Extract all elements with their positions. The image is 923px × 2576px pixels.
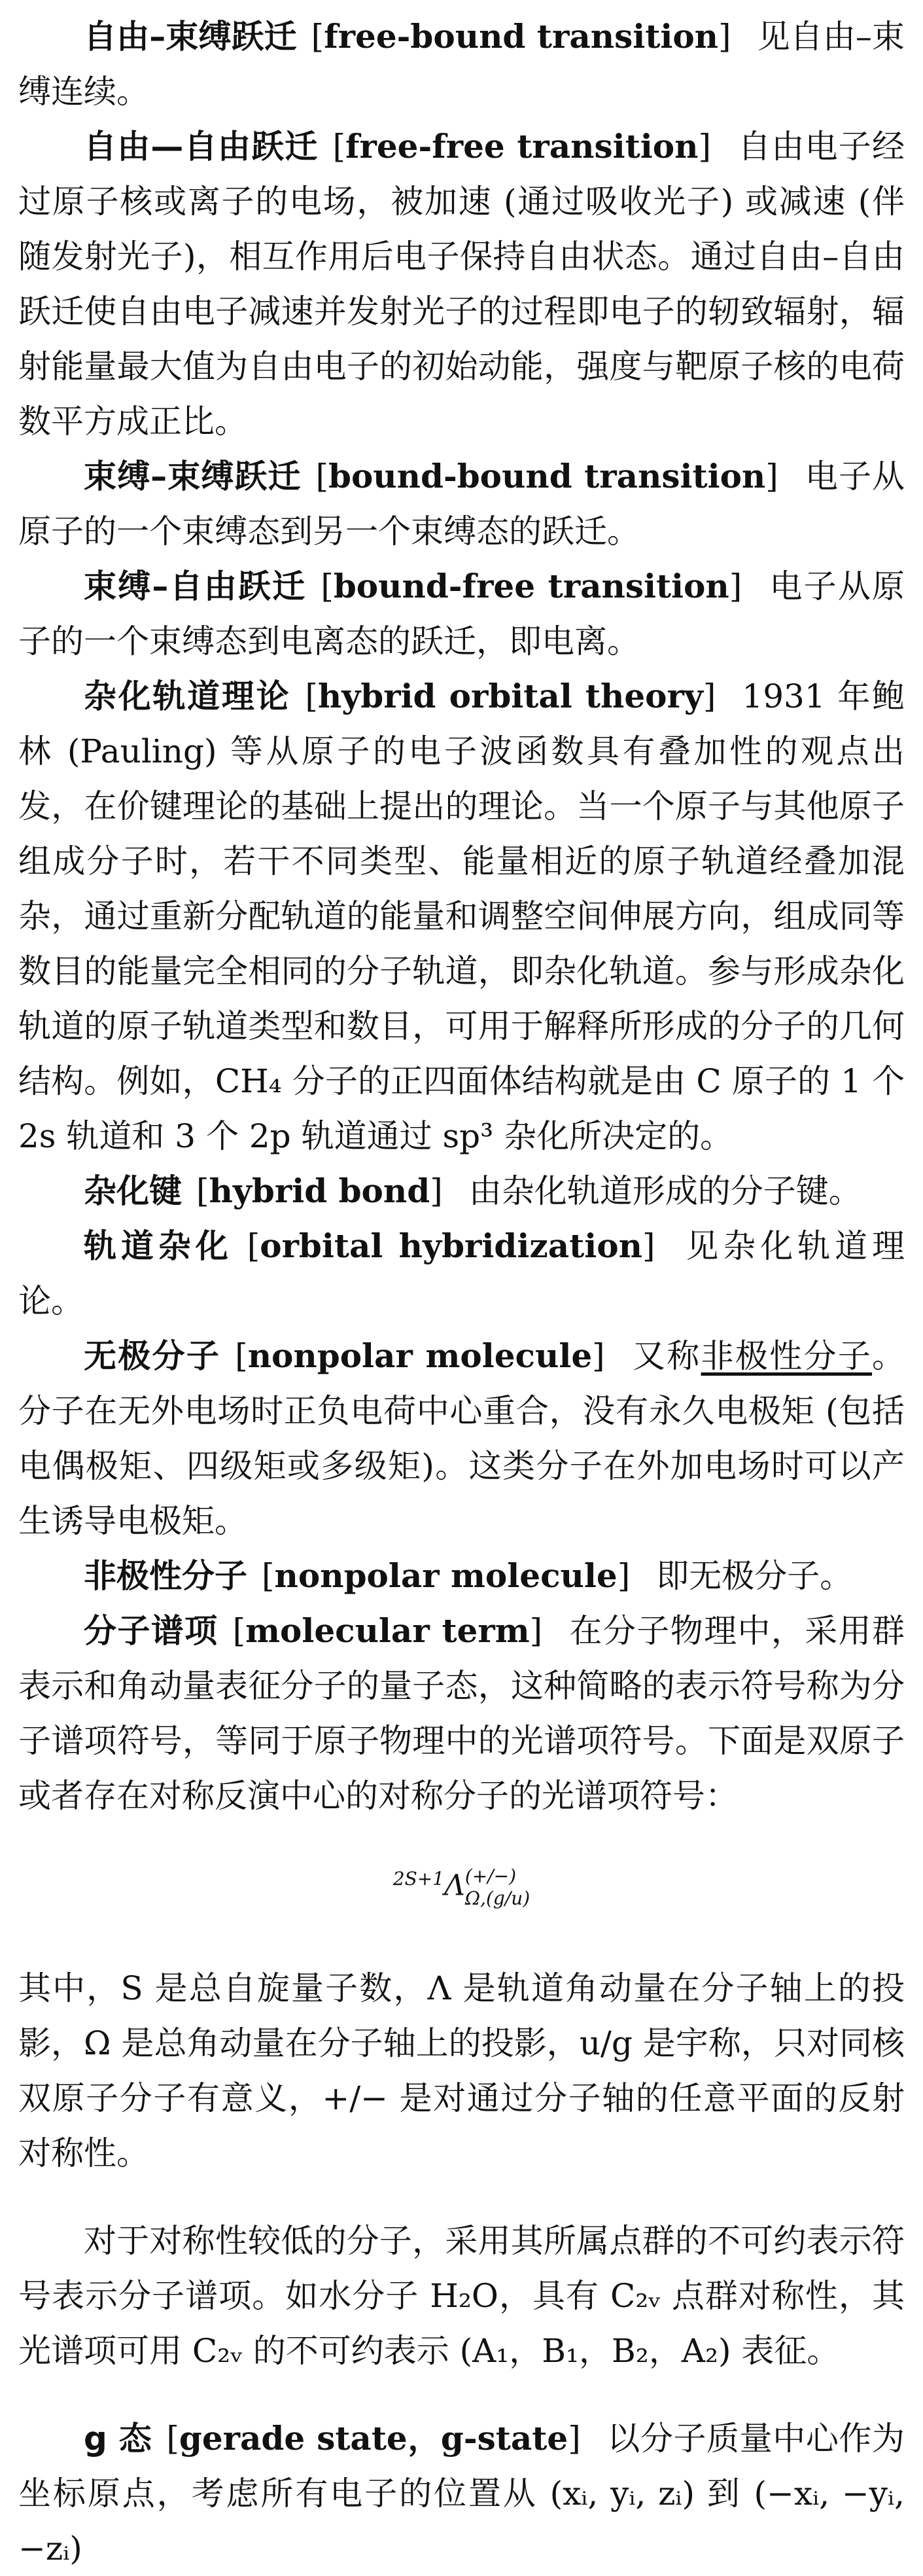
term-symbol-formula: [18, 1830, 905, 1928]
entry-term: 非极性分子: [84, 1557, 247, 1595]
entry-definition: 电子从原子的一个束缚态到另一个束缚态的跃迁。: [18, 457, 905, 550]
entry-english: [gerade state，g-state]: [166, 2419, 581, 2458]
entry-term: 杂化键: [84, 1172, 182, 1210]
entry-free-free: [18, 119, 905, 449]
formula-subscript: Ω,(g/u): [464, 1887, 531, 1910]
entry-term: 轨道杂化: [84, 1227, 233, 1265]
entry-english: [molecular term]: [232, 1611, 543, 1650]
entry-definition: 1931 年鲍林 (Pauling) 等从原子的电子波函数具有叠加性的观点出发，在价键理论的基础上提出的理论。当一个原子与其他原子组成分子时，若干不同类型、能量相近的原子轨道经叠加混杂，通过重新分配轨道的能量和调整空间伸展方向，组成同等数目的能量完全相同的分子轨道，即杂化轨道。参与形成杂化轨道的原子轨道类型和数目，可用于解释所形成的分子的几何结构。例如，CH₄ 分子的正四面体结构就是由 C 原子的 1 个 2s 轨道和 3 个 2p 轨道通过 sp³ 杂化所决定的。: [18, 677, 905, 1155]
entry-english: [bound-free transition]: [321, 567, 742, 605]
entry-bound-free: [18, 559, 905, 669]
entry-definition: 由杂化轨道形成的分子键。: [468, 1172, 862, 1210]
entry-english: [free-bound transition]: [311, 17, 731, 56]
entry-term: 自由—自由跃迁: [84, 128, 319, 166]
entry-english: [hybrid orbital theory]: [305, 677, 716, 715]
entry-definition: 见自由–束缚连续。: [18, 18, 905, 111]
entry-english: [nonpolar molecule]: [262, 1556, 631, 1595]
formula-base: Λ: [444, 1869, 465, 1903]
entry-definition: 即无极分子。: [656, 1557, 853, 1595]
entry-english: [nonpolar molecule]: [235, 1336, 605, 1375]
entry-nonpolar-molecule-alias: [18, 1548, 905, 1603]
entry-definition-pre: 又称: [631, 1337, 701, 1375]
entry-definition: 自由电子经过原子核或离子的电场，被加速 (通过吸收光子) 或减速 (伴随发射光子)，相互作用后电子保持自由状态。通过自由–自由跃迁使自由电子减速并发射光子的过程即电子的轫致辐射，辐射能量最大值为自由电子的初始动能，强度与靶原子核的电荷数平方成正比。: [18, 128, 905, 440]
entry-gerade-state: [18, 2411, 905, 2576]
entry-term: g 态: [84, 2420, 152, 2458]
entry-term: 束缚–束缚跃迁: [84, 457, 302, 495]
entry-free-bound: [18, 9, 905, 119]
symmetry-paragraph: 对于对称性较低的分子，采用其所属点群的不可约表示符号表示分子谱项。如水分子 H₂O，具有 C₂ᵥ 点群对称性，其光谱项可用 C₂ᵥ 的不可约表示 (A₁，B₁，B₂，A₂) 表征。: [18, 2222, 905, 2370]
formula-explanation: 其中，S 是总自旋量子数，Λ 是轨道角动量在分子轴上的投影，Ω 是总角动量在分子轴上的投影，u/g 是宇称，只对同核双原子分子有意义，+/− 是对通过分子轴的任意平面的反射对称性。: [18, 1969, 905, 2172]
formula-superscript: (+/−): [464, 1865, 517, 1887]
entry-hybrid-orbital-theory: [18, 669, 905, 1164]
entry-molecular-term: [18, 1603, 905, 1823]
entry-orbital-hybridization: [18, 1219, 905, 1329]
entry-definition: 在分子物理中，采用群表示和角动量表征分子的量子态，这种简略的表示符号称为分子谱项符号，等同于原子物理中的光谱项符号。下面是双原子或者存在对称反演中心的对称分子的光谱项符号：: [18, 1612, 905, 1815]
entry-definition: 电子从原子的一个束缚态到电离态的跃迁，即电离。: [18, 567, 905, 660]
entry-term: 杂化轨道理论: [84, 677, 291, 715]
entry-definition: 见杂化轨道理论。: [18, 1227, 905, 1320]
entry-term: 分子谱项: [84, 1612, 218, 1650]
cross-reference-link: 非极性分子: [701, 1337, 873, 1375]
entry-english: [hybrid bond]: [196, 1172, 443, 1210]
entry-definition: 以分子质量中心作为坐标原点，考虑所有电子的位置从 (xᵢ, yᵢ, zᵢ) 到 (−xᵢ, −yᵢ, −zᵢ): [18, 2420, 905, 2567]
entry-english: [bound-bound transition]: [315, 457, 778, 495]
entry-english: [orbital hybridization]: [247, 1226, 655, 1265]
entry-bound-bound: [18, 449, 905, 559]
entry-term: 束缚–自由跃迁: [84, 567, 307, 605]
entry-hybrid-bond: [18, 1164, 905, 1219]
formula-pre-superscript: 2S+1: [392, 1868, 445, 1889]
entry-term: 自由–束缚跃迁: [84, 18, 297, 56]
entry-nonpolar-molecule: [18, 1329, 905, 1548]
entry-term: 无极分子: [84, 1337, 221, 1375]
entry-definition-post: 。分子在无外电场时正负电荷中心重合，没有永久电极矩 (包括电偶极矩、四级矩或多级矩)。这类分子在外加电场时可以产生诱导电极矩。: [18, 1337, 905, 1540]
entry-english: [free-free transition]: [332, 127, 711, 166]
